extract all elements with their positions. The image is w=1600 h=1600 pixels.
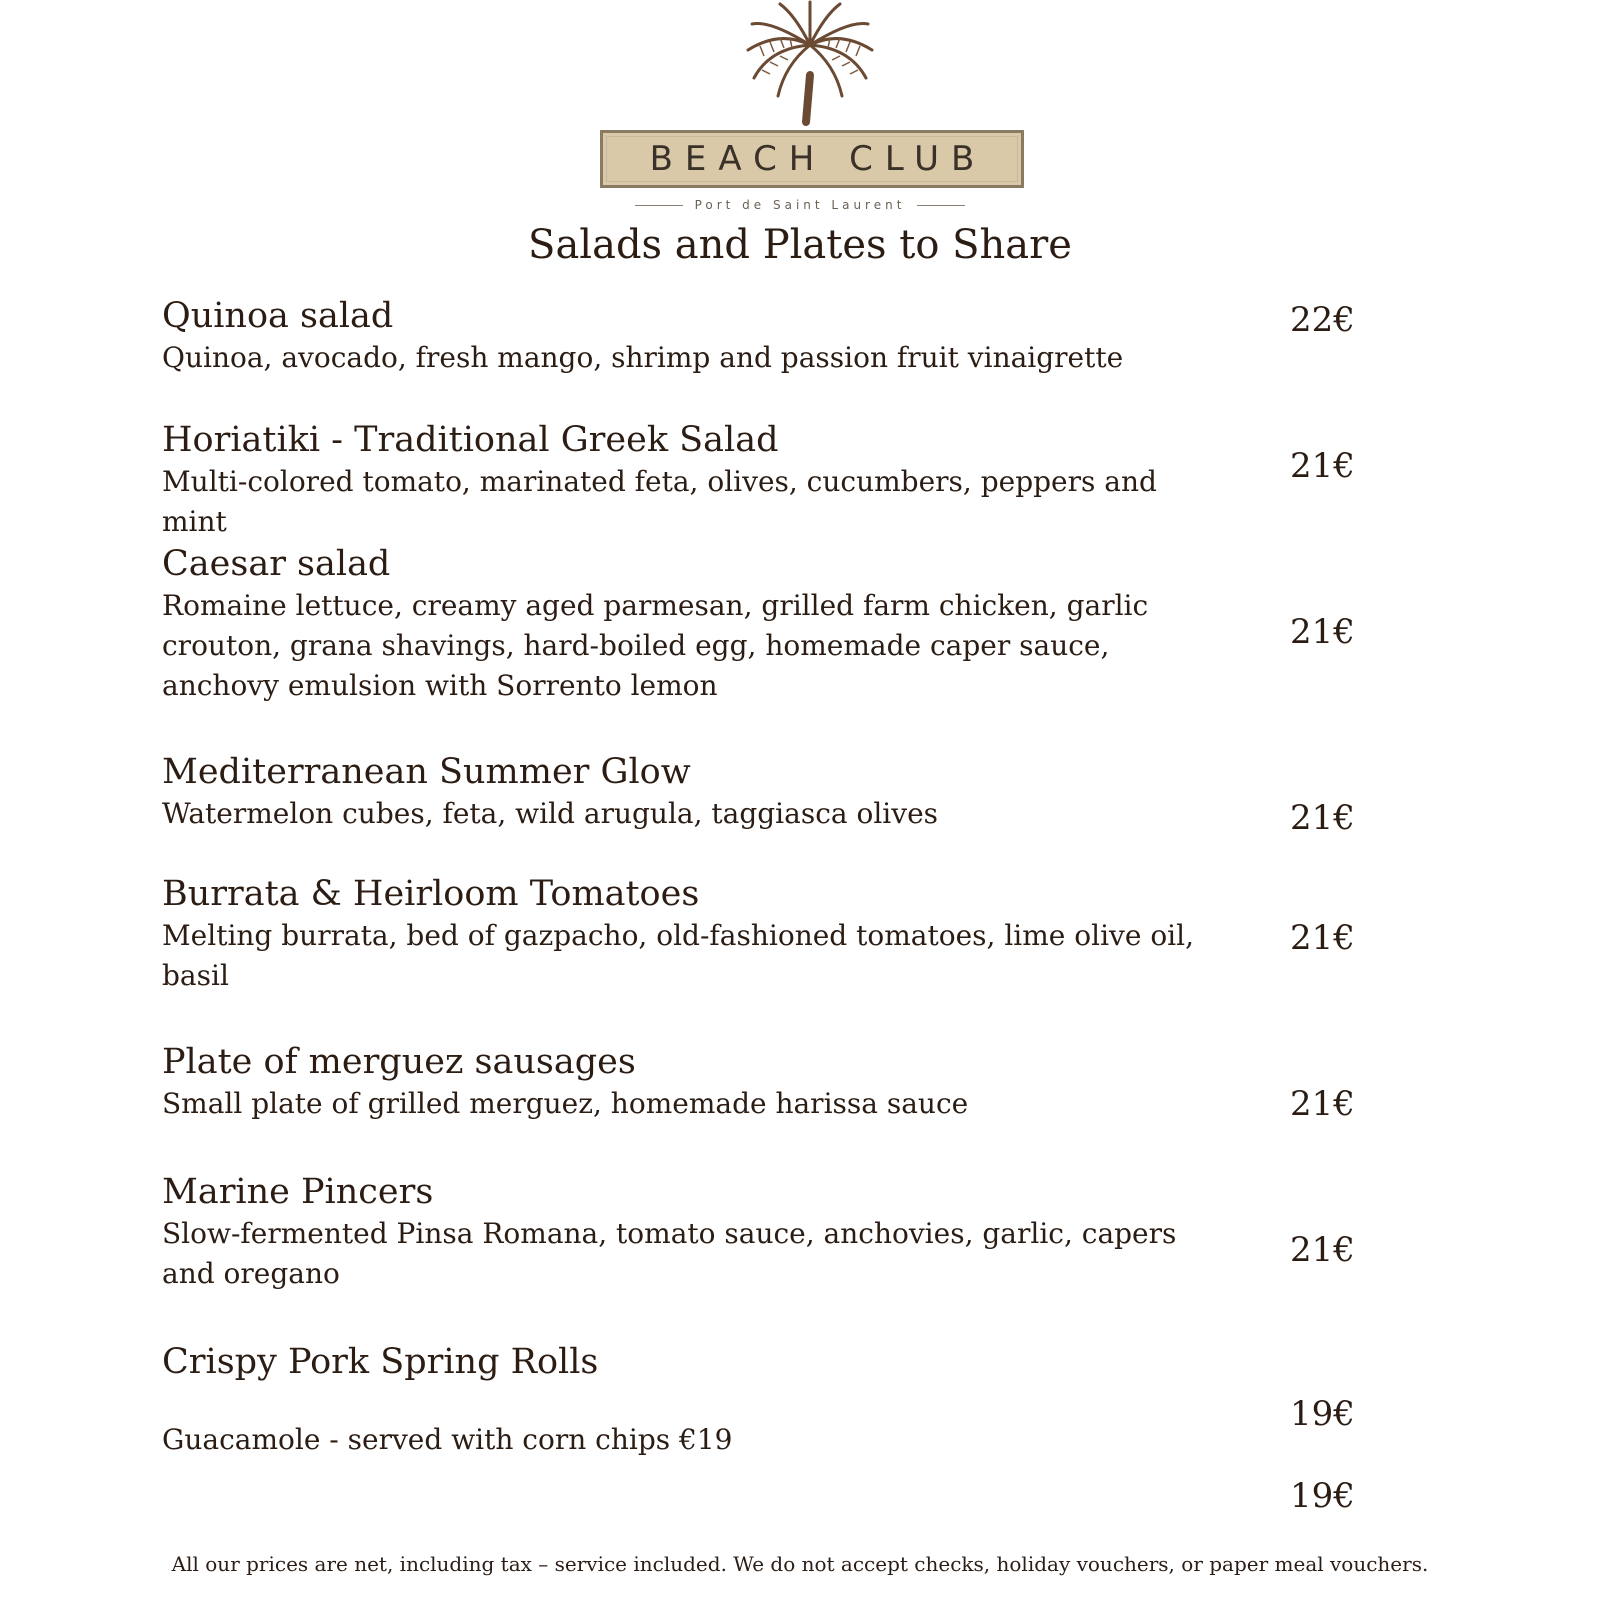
menu-item-price-secondary: 19€: [1290, 1476, 1355, 1516]
logo-name: BEACH CLUB: [649, 139, 987, 179]
menu-item-description: Guacamole - served with corn chips €19: [162, 1423, 733, 1456]
menu-item-description: Small plate of grilled merguez, homemade harissa sauce: [162, 1087, 969, 1120]
menu-item-name: Burrata & Heirloom Tomatoes: [162, 874, 700, 914]
menu-item-description: Watermelon cubes, feta, wild arugula, taggiasca olives: [162, 797, 939, 830]
menu-item-name: Crispy Pork Spring Rolls: [162, 1342, 599, 1382]
divider: [635, 205, 683, 206]
menu-item-price: 21€: [1290, 612, 1355, 652]
menu-item-name: Quinoa salad: [162, 296, 394, 336]
menu-item-description: Multi-colored tomato, marinated feta, olives, cucumbers, peppers and mint: [162, 465, 1157, 538]
logo-subtitle: Port de Saint Laurent: [694, 198, 906, 212]
menu-item-price: 21€: [1290, 798, 1355, 838]
menu-item: [162, 542, 1202, 706]
menu-item-price: 21€: [1290, 918, 1355, 958]
logo-banner: [600, 130, 1024, 188]
menu-item: [162, 418, 1202, 542]
menu-item-description: Slow-fermented Pinsa Romana, tomato sauce, anchovies, garlic, capers and oregano: [162, 1217, 1177, 1290]
menu-item: [162, 294, 1202, 378]
menu-item-name: Horiatiki - Traditional Greek Salad: [162, 420, 779, 460]
menu-item: [162, 1170, 1202, 1294]
menu-item: [162, 872, 1202, 996]
menu-item: [162, 1040, 1202, 1124]
menu-item-name: Mediterranean Summer Glow: [162, 752, 691, 792]
palm-tree-icon: [740, 0, 880, 130]
menu-item-name: Caesar salad: [162, 544, 391, 584]
menu-item-description: Romaine lettuce, creamy aged parmesan, grilled farm chicken, garlic crouton, grana shavings, hard-boiled egg, homemade caper sauce, anchovy emulsion with Sorrento lemon: [162, 589, 1149, 702]
menu-item-price: 19€: [1290, 1394, 1355, 1434]
menu-item-price: 21€: [1290, 446, 1355, 486]
menu-item-price: 21€: [1290, 1230, 1355, 1270]
logo-subtitle-row: [0, 198, 1600, 212]
menu-item-description: Melting burrata, bed of gazpacho, old-fashioned tomatoes, lime olive oil, basil: [162, 919, 1194, 992]
menu-item-price: 22€: [1290, 300, 1355, 340]
menu-item-name: Plate of merguez sausages: [162, 1042, 636, 1082]
divider: [917, 205, 965, 206]
menu-item-price: 21€: [1290, 1084, 1355, 1124]
menu-section-title: Salads and Plates to Share: [528, 222, 1072, 268]
restaurant-logo: [0, 0, 1600, 230]
menu-item-description: Quinoa, avocado, fresh mango, shrimp and passion fruit vinaigrette: [162, 341, 1124, 374]
menu-item-extra: [162, 1420, 1202, 1460]
menu-item-name: Marine Pincers: [162, 1172, 434, 1212]
menu-item: [162, 1340, 1202, 1384]
footer-note: All our prices are net, including tax – service included. We do not accept checks, holiday vouchers, or paper meal vouchers.: [171, 1552, 1429, 1576]
menu-item: [162, 750, 1202, 834]
